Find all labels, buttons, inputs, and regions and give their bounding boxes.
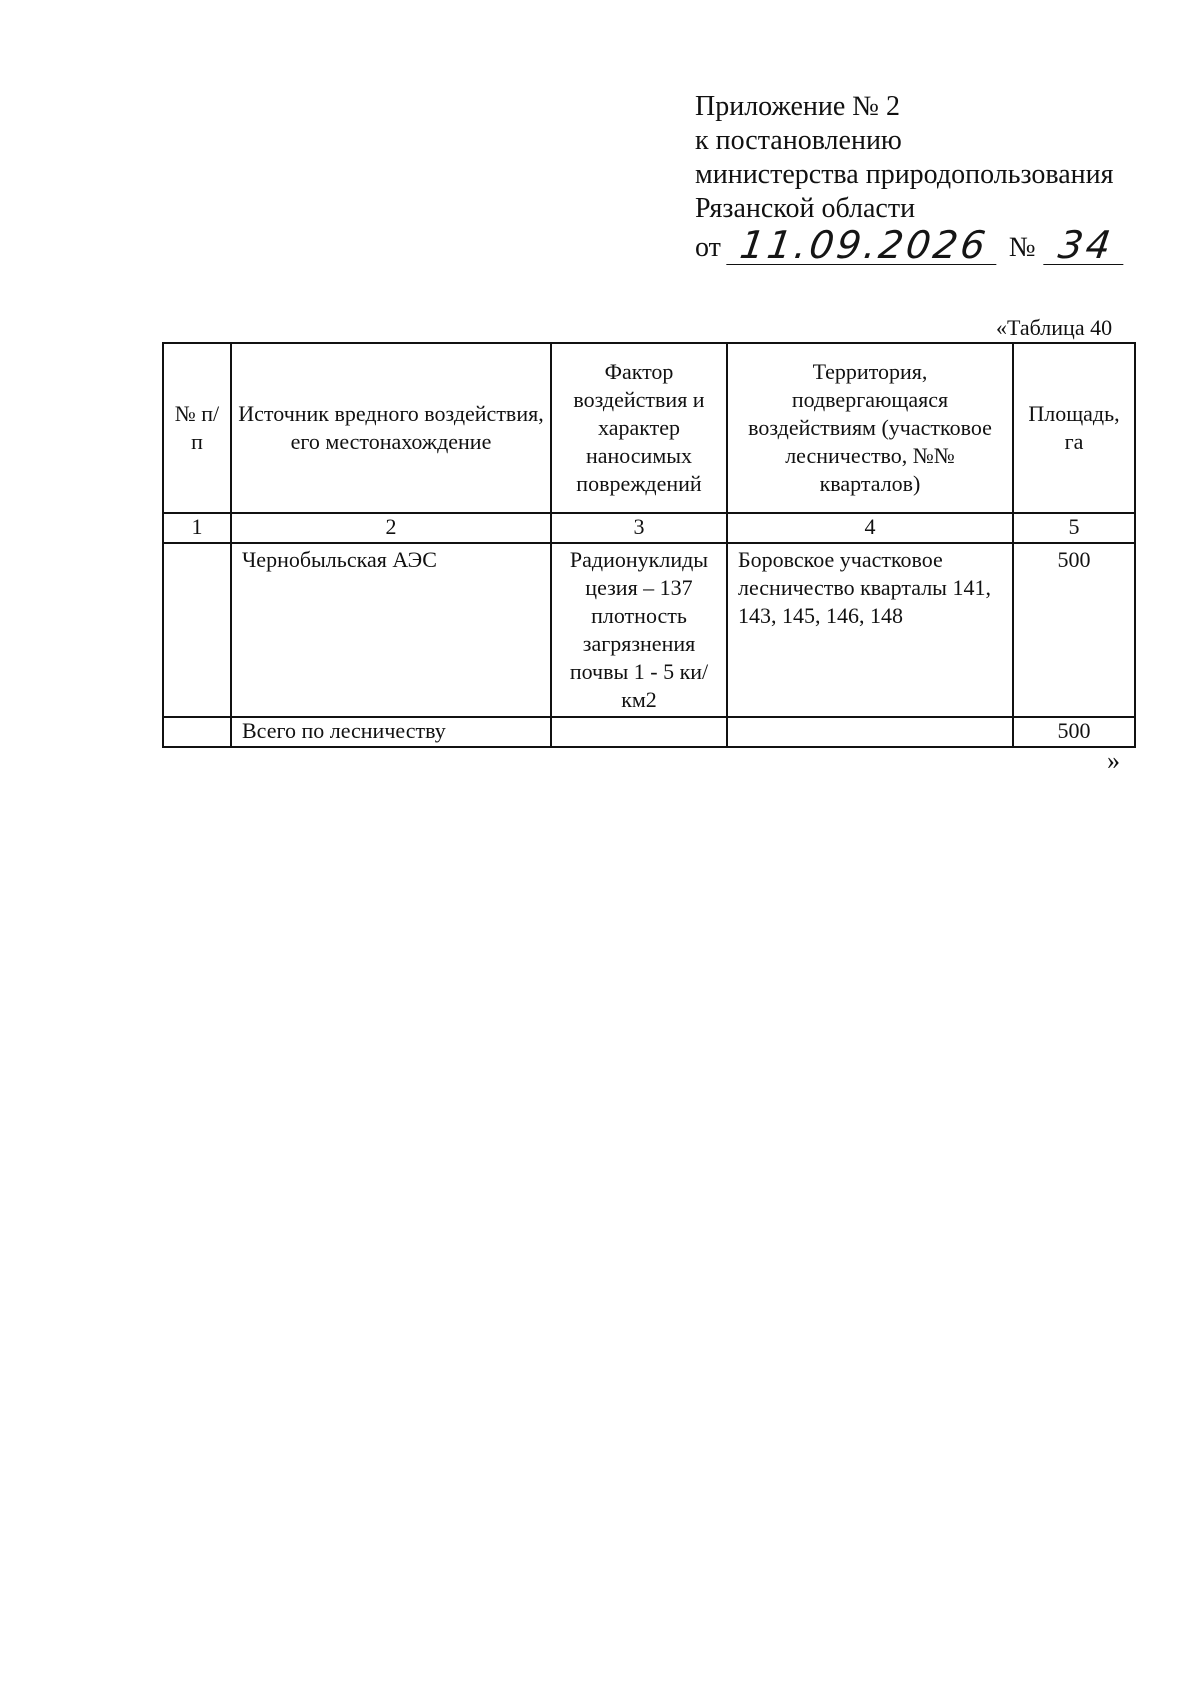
total-number [163, 717, 231, 747]
appendix-header [695, 90, 1165, 265]
total-factor [551, 717, 727, 747]
row-number [163, 543, 231, 717]
column-number: 1 [163, 513, 231, 543]
total-label: Всего по лесничеству [231, 717, 551, 747]
impact-table-container [162, 342, 1134, 748]
header-territory: Территория, подвергающаяся воздействиям (участковое лесничество, №№ кварталов) [727, 343, 1013, 513]
appendix-region: Рязанской области [695, 193, 916, 224]
table-header-row [163, 343, 1135, 513]
handwritten-number: 34 [1043, 226, 1128, 265]
column-number: 3 [551, 513, 727, 543]
date-prefix: от [695, 232, 721, 263]
column-number-row [163, 513, 1135, 543]
appendix-ministry: министерства природопользования [695, 159, 1114, 190]
total-area: 500 [1013, 717, 1135, 747]
number-prefix: № [1008, 232, 1036, 263]
column-number: 2 [231, 513, 551, 543]
appendix-date-line [695, 223, 1165, 267]
closing-quote: » [1107, 746, 1120, 775]
appendix-title: Приложение № 2 [695, 91, 900, 122]
header-factor: Фактор воздействия и характер наносимых повреждений [551, 343, 727, 513]
header-area: Площадь, га [1013, 343, 1135, 513]
total-territory [727, 717, 1013, 747]
impact-table [162, 342, 1136, 748]
appendix-to-resolution: к постановлению [695, 125, 902, 156]
row-territory: Боровское участковое лесничество кварталы 141, 143, 145, 146, 148 [727, 543, 1013, 717]
header-number: № п/п [163, 343, 231, 513]
header-source: Источник вредного воздействия, его местонахождение [231, 343, 551, 513]
row-source: Чернобыльская АЭС [231, 543, 551, 717]
row-factor: Радионуклиды цезия – 137 плотность загрязнения почвы 1 - 5 ки/км2 [551, 543, 727, 717]
table-row [163, 543, 1135, 717]
handwritten-date: 11.09.2026 [726, 226, 1001, 265]
row-area: 500 [1013, 543, 1135, 717]
column-number: 4 [727, 513, 1013, 543]
table-caption: «Таблица 40 [996, 315, 1113, 340]
table-total-row [163, 717, 1135, 747]
column-number: 5 [1013, 513, 1135, 543]
